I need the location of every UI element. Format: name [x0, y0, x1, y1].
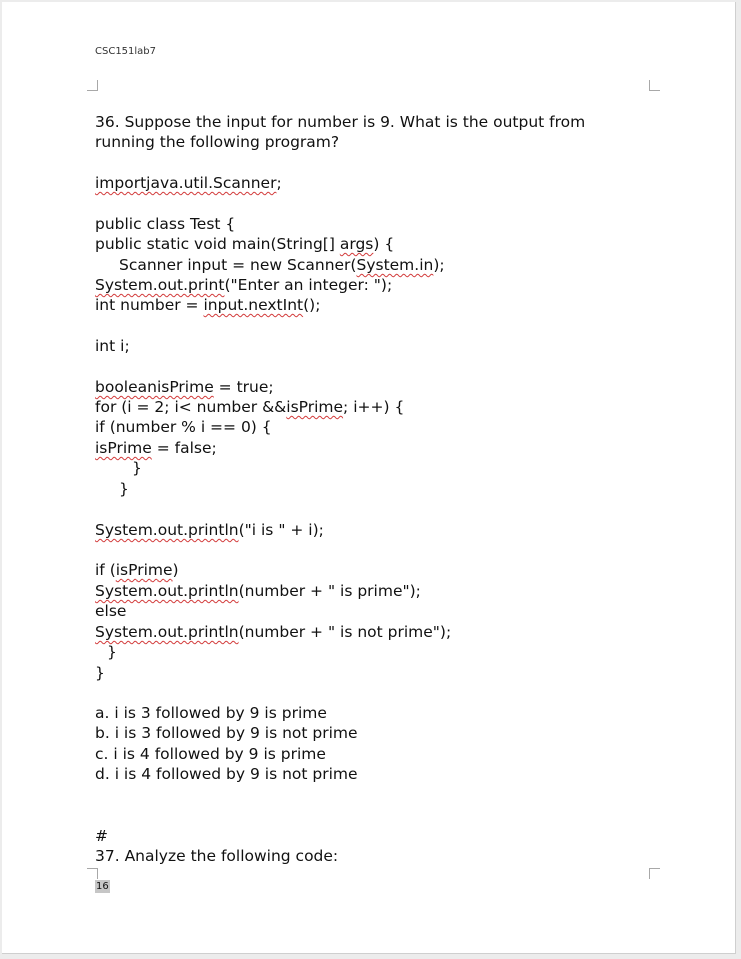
question-36-prompt-line-2: running the following program?	[95, 133, 340, 151]
code-print-line: System.out.print("Enter an integer: ");	[95, 276, 393, 294]
answer-option-b: b. i is 3 followed by 9 is not prime	[95, 724, 358, 742]
code-number-line: int number = input.nextInt();	[95, 296, 321, 314]
spellcheck-word: input.nextInt	[203, 296, 304, 314]
code-int-i-line: int i;	[95, 337, 130, 355]
code-closing-brace: }	[107, 643, 117, 661]
spellcheck-word: System.in	[356, 256, 434, 274]
spellcheck-word: isPrime	[95, 439, 152, 457]
page-number: 16	[96, 881, 109, 892]
spellcheck-word: isPrime	[286, 398, 344, 416]
code-closing-brace: }	[95, 664, 105, 682]
answer-option-d: d. i is 4 followed by 9 is not prime	[95, 765, 358, 783]
code-closing-brace: }	[119, 480, 129, 498]
code-class-declaration: public class Test {	[95, 215, 236, 233]
spellcheck-word: System.out.println	[95, 582, 239, 600]
code-else-line: else	[95, 602, 127, 620]
page-header: CSC151lab7	[95, 46, 157, 57]
document-page	[2, 2, 736, 954]
spellcheck-word: isPrime	[115, 561, 173, 579]
code-println-prime-line: System.out.println(number + " is prime");	[95, 582, 421, 600]
margin-corner-top-right	[649, 80, 660, 91]
code-closing-brace: }	[132, 459, 142, 477]
answer-option-a: a. i is 3 followed by 9 is prime	[95, 704, 327, 722]
margin-corner-bottom-right	[649, 868, 660, 879]
code-import-line: importjava.util.Scanner;	[95, 174, 282, 192]
code-scanner-line: Scanner input = new Scanner(System.in);	[119, 256, 445, 274]
code-println-i-line: System.out.println("i is " + i);	[95, 521, 324, 539]
code-for-line: for (i = 2; i< number &&isPrime; i++) {	[95, 398, 405, 416]
question-37-prompt: 37. Analyze the following code:	[95, 847, 339, 865]
spellcheck-word: System.out.print	[95, 276, 225, 294]
spellcheck-word: System.out.println	[95, 521, 239, 539]
spellcheck-word: importjava.util.Scanner	[95, 174, 277, 192]
code-if-mod-line: if (number % i == 0) {	[95, 418, 272, 436]
answer-option-c: c. i is 4 followed by 9 is prime	[95, 745, 326, 763]
spellcheck-word: booleanisPrime	[95, 378, 214, 396]
question-separator: #	[95, 827, 108, 845]
code-println-not-prime-line: System.out.println(number + " is not prime");	[95, 623, 452, 641]
margin-corner-top-left	[87, 80, 98, 91]
code-main-method: public static void main(String[] args) {	[95, 235, 395, 253]
question-36-prompt-line-1: 36. Suppose the input for number is 9. What is the output from	[95, 113, 586, 131]
code-if-isprime-line: if (isPrime)	[95, 561, 179, 579]
code-boolean-line: booleanisPrime = true;	[95, 378, 274, 396]
spellcheck-word: System.out.println	[95, 623, 239, 641]
margin-corner-bottom-left	[87, 868, 98, 879]
code-isprime-false-line: isPrime = false;	[95, 439, 217, 457]
spellcheck-word: args	[339, 235, 374, 253]
